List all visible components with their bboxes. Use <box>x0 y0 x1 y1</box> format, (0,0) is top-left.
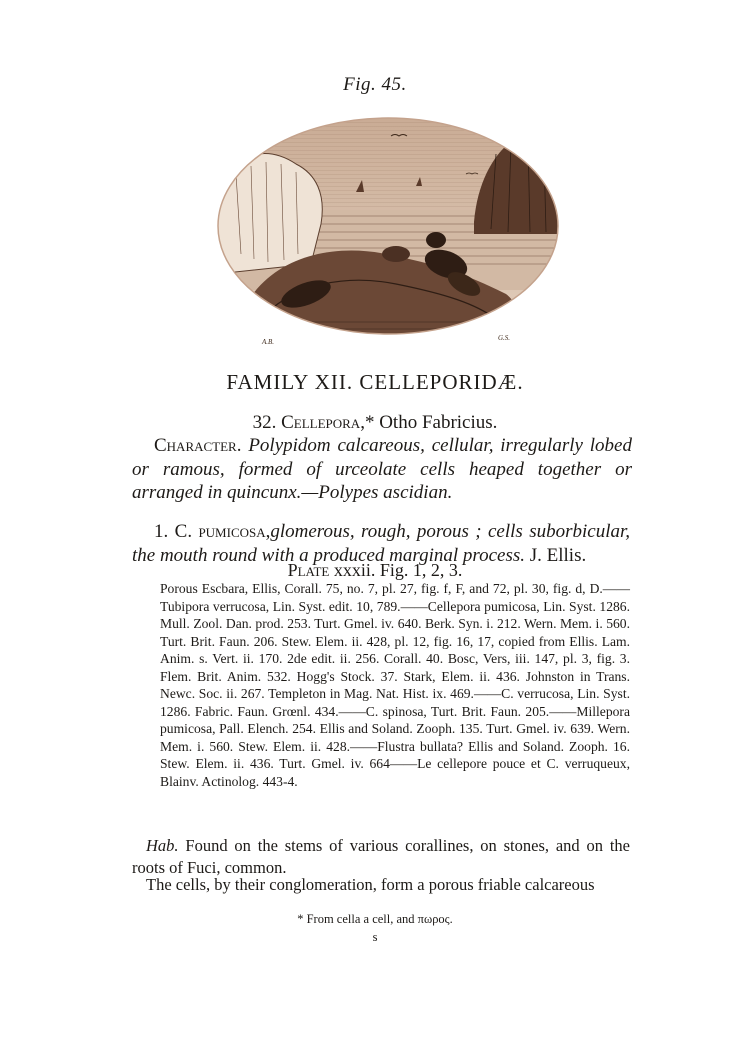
character-lead: Character. <box>154 435 242 456</box>
plate-reference <box>0 559 750 583</box>
signature-mark: s <box>372 930 378 944</box>
engraver-mark-left: A.B. <box>262 338 275 346</box>
synonymy-text: Porous Escbara, Ellis, Corall. 75, no. 7, pl. 27, fig. f, F, and 72, pl. 30, fig. d, D.——Tubipora verrucosa, Lin. Syst. edit. 10, 789.——Cellepora pumicosa, Lin. Syst. 1286. Mull. Zool. Dan. prod. 253. Turt. Gmel. iv. 640. Berk. Syn. i. 212. Wern. Mem. i. 560. Turt. Brit. Faun. 206. Stew. Elem. ii. 428, pl. 12, fig. 16, 17, copied from Ellis. Lam. Anim. s. Vert. ii. 170. 2de edit. ii. 256. Corall. 40. Bosc, Vers, iii. 147, pl. 3, fig. 3. Flem. Brit. Anim. 532. Hogg's Stock. 37. Stark, Elem. ii. 436. Johnston in Trans. Newc. Soc. ii. 267. Templeton in Mag. Nat. Hist. ix. 469.——C. verrucosa, Lin. Syst. 1286. Fabric. Faun. Grœnl. 434.——C. spinosa, Turt. Brit. Faun. 205.——Millepora pumicosa, Pall. Elench. 254. Ellis and Soland. Zooph. 135. Turt. Gmel. iv. 639. Wern. Mem. i. 560. Stew. Elem. ii. 428.——Flustra bullata? Ellis and Soland. Zooph. 16. Stew. Elem. ii. 436. Turt. Gmel. iv. 664——Le cellepore pouce et C. verruqueux, Blainv. Actinolog. 443-4. <box>160 581 630 789</box>
genus-number: 32. <box>252 412 277 433</box>
genus-author: Otho Fabricius. <box>379 412 498 433</box>
species-authority: J. Ellis. <box>529 544 587 566</box>
habitat-text: Found on the stems of various corallines, on stones, and on the roots of Fuci, common. <box>132 836 630 877</box>
species-number: 1. <box>154 521 169 542</box>
footnote: * From cella a cell, and πωρος. <box>297 912 453 926</box>
engraver-mark-right: G.S. <box>498 334 511 342</box>
habitat-paragraph <box>132 835 630 879</box>
character-text: Polypidom calcareous, cellular, irregularly lobed or ramous, formed of urceolate cells heaped together or arranged in quincunx.—Polypes ascidian. <box>132 435 632 503</box>
genus-heading <box>0 412 750 434</box>
family-heading: FAMILY XII. CELLEPORIDÆ. <box>226 370 524 394</box>
figure-label: Fig. 45. <box>343 74 407 95</box>
genus-name: Cellepora,* <box>281 412 375 433</box>
habitat-lead: Hab. <box>146 836 179 855</box>
character-paragraph <box>132 434 632 505</box>
plate-label: Plate <box>287 560 330 580</box>
plate-figures: xxxii. Fig. 1, 2, 3. <box>333 560 463 580</box>
engraving-vignette <box>216 114 560 352</box>
cells-paragraph: The cells, by their conglomeration, form a porous friable calcareous <box>146 875 595 894</box>
species-name: C. pumicosa, <box>174 521 271 542</box>
synonymy-block <box>160 580 630 790</box>
species-description: glomerous, rough, porous ; cells suborbicular, the mouth round with a produced marginal process. <box>132 521 631 566</box>
